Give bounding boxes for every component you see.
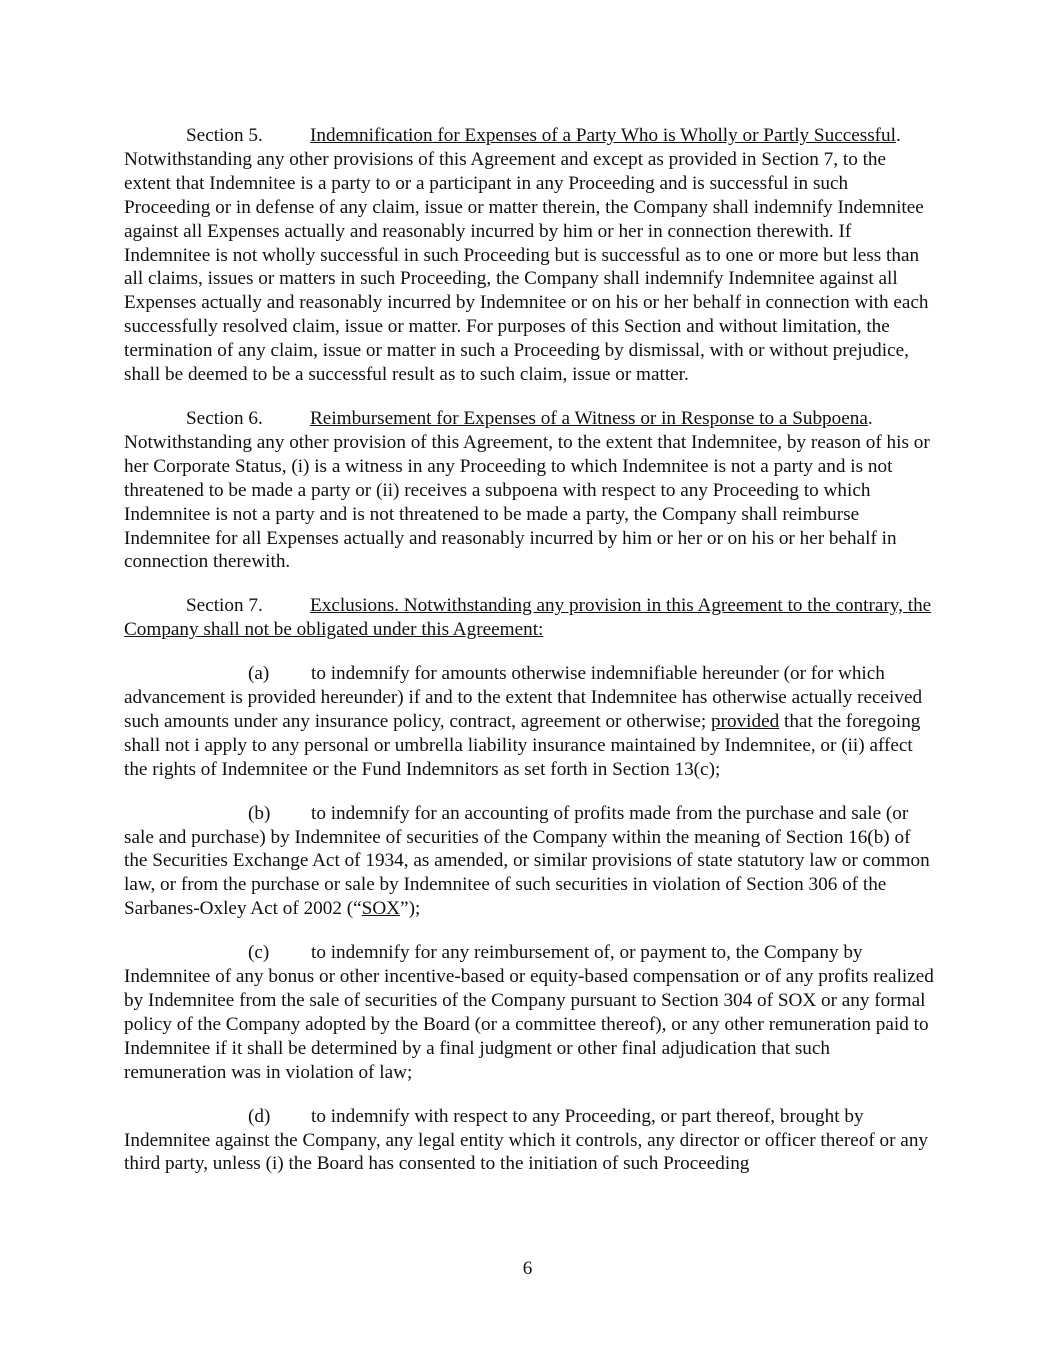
- clause-text-continued: that the foregoing shall not i apply to any personal or umbrella liability insurance maintained by Indemnitee, or (ii) affect the rights of Indemnitee or the Fund Indemnitors as set forth in Section 13(c);: [124, 710, 921, 780]
- clause-text: to indemnify for any reimbursement of, or payment to, the Company by Indemnitee of any bonus or other incentive-based or equity-based compensation or of any profits realized by Indemnitee from the sale of securities of the Company pursuant to Section 304 of SOX or any formal policy of the Company adopted by the Board (or a committee thereof), or any other remuneration paid to Indemnitee if it shall be determined by a final judgment or other final adjudication that such remuneration was in violation of law;: [124, 942, 934, 1083]
- clause-label: (c): [248, 942, 270, 964]
- clause-text: to indemnify with respect to any Proceeding, or part thereof, brought by Indemnitee against the Company, any legal entity which it controls, any director or officer thereof or any third party, unless (i) the Board has consented to the initiation of such Proceeding: [124, 1105, 929, 1175]
- clause-underlined-term: SOX: [361, 898, 401, 920]
- section-heading: Reimbursement for Expenses of a Witness or in Response to a Subpoena: [310, 407, 868, 429]
- clause-text: to indemnify for amounts otherwise indemnifiable hereunder (or for which advancement is provided hereunder) if and to the extent that Indemnitee has otherwise actually received such amounts under any insurance policy, contract, agreement or otherwise;: [124, 663, 923, 732]
- clause-label: (d): [248, 1105, 271, 1127]
- clause-c: [124, 941, 936, 1084]
- section-body: Notwithstanding any other provisions of this Agreement and except as provided in Section 7, to the extent that Indemnitee is a party to or a participant in any Proceeding and is successful in such Proceeding or in defense of any claim, issue or matter therein, the Company shall indemnify Indemnitee against all Expenses actually and reasonably incurred by him or her in connection therewith. If Indemnitee is not wholly successful in such Proceeding but is successful as to one or more but less than all claims, issues or matters in such Proceeding, the Company shall indemnify Indemnitee against all Expenses actually and reasonably incurred by Indemnitee or on his or her behalf in connection with each successfully resolved claim, issue or matter. For purposes of this Section and without limitation, the termination of any claim, issue or matter in such a Proceeding by dismissal, with or without prejudice, shall be deemed to be a successful result as to such claim, issue or matter.: [124, 148, 929, 386]
- section-number: Section 5.: [186, 125, 263, 146]
- clause-text-continued: ”);: [400, 898, 421, 920]
- section-heading-suffix: .: [867, 407, 873, 429]
- clause-label: (b): [248, 802, 271, 824]
- clause-label: (a): [248, 663, 270, 685]
- clause-d: [124, 1105, 936, 1177]
- section-heading: Exclusions. Notwithstanding any provision in this Agreement to the contrary, the Company shall not be obligated under this Agreement:: [124, 595, 932, 641]
- section-5-paragraph: [124, 124, 936, 387]
- section-body: Notwithstanding any other provision of this Agreement, to the extent that Indemnitee, by reason of his or her Corporate Status, (i) is a witness in any Proceeding to which Indemnitee is not a party and is not threatened to be made a party or (ii) receives a subpoena with respect to any Proceeding to which Indemnitee is not a party and is not threatened to be made a party, the Company shall reimburse Indemnitee for all Expenses actually and reasonably incurred by him or her or on his or her behalf in connection therewith.: [124, 431, 930, 573]
- section-number: Section 7.: [186, 595, 263, 617]
- section-7-paragraph: [124, 594, 936, 642]
- document-page: [124, 124, 936, 1196]
- clause-b: [124, 802, 936, 922]
- clause-text: to indemnify for an accounting of profits made from the purchase and sale (or sale and purchase) by Indemnitee of securities of the Company within the meaning of Section 16(b) of the Securities Exchange Act of 1934, as amended, or similar provisions of state statutory law or common law, or from the purchase or sale by Indemnitee of such securities in violation of Section 306 of the Sarbanes-Oxley Act of 2002 (“: [124, 802, 930, 920]
- section-heading-suffix: .: [896, 125, 901, 146]
- section-heading: Indemnification for Expenses of a Party Who is Wholly or Partly Successful: [310, 125, 896, 146]
- section-6-paragraph: [124, 407, 936, 574]
- page-number: 6: [522, 1258, 533, 1279]
- clause-underlined-term: provided: [710, 710, 780, 732]
- clause-a: [124, 662, 936, 782]
- section-number: Section 6.: [186, 407, 263, 429]
